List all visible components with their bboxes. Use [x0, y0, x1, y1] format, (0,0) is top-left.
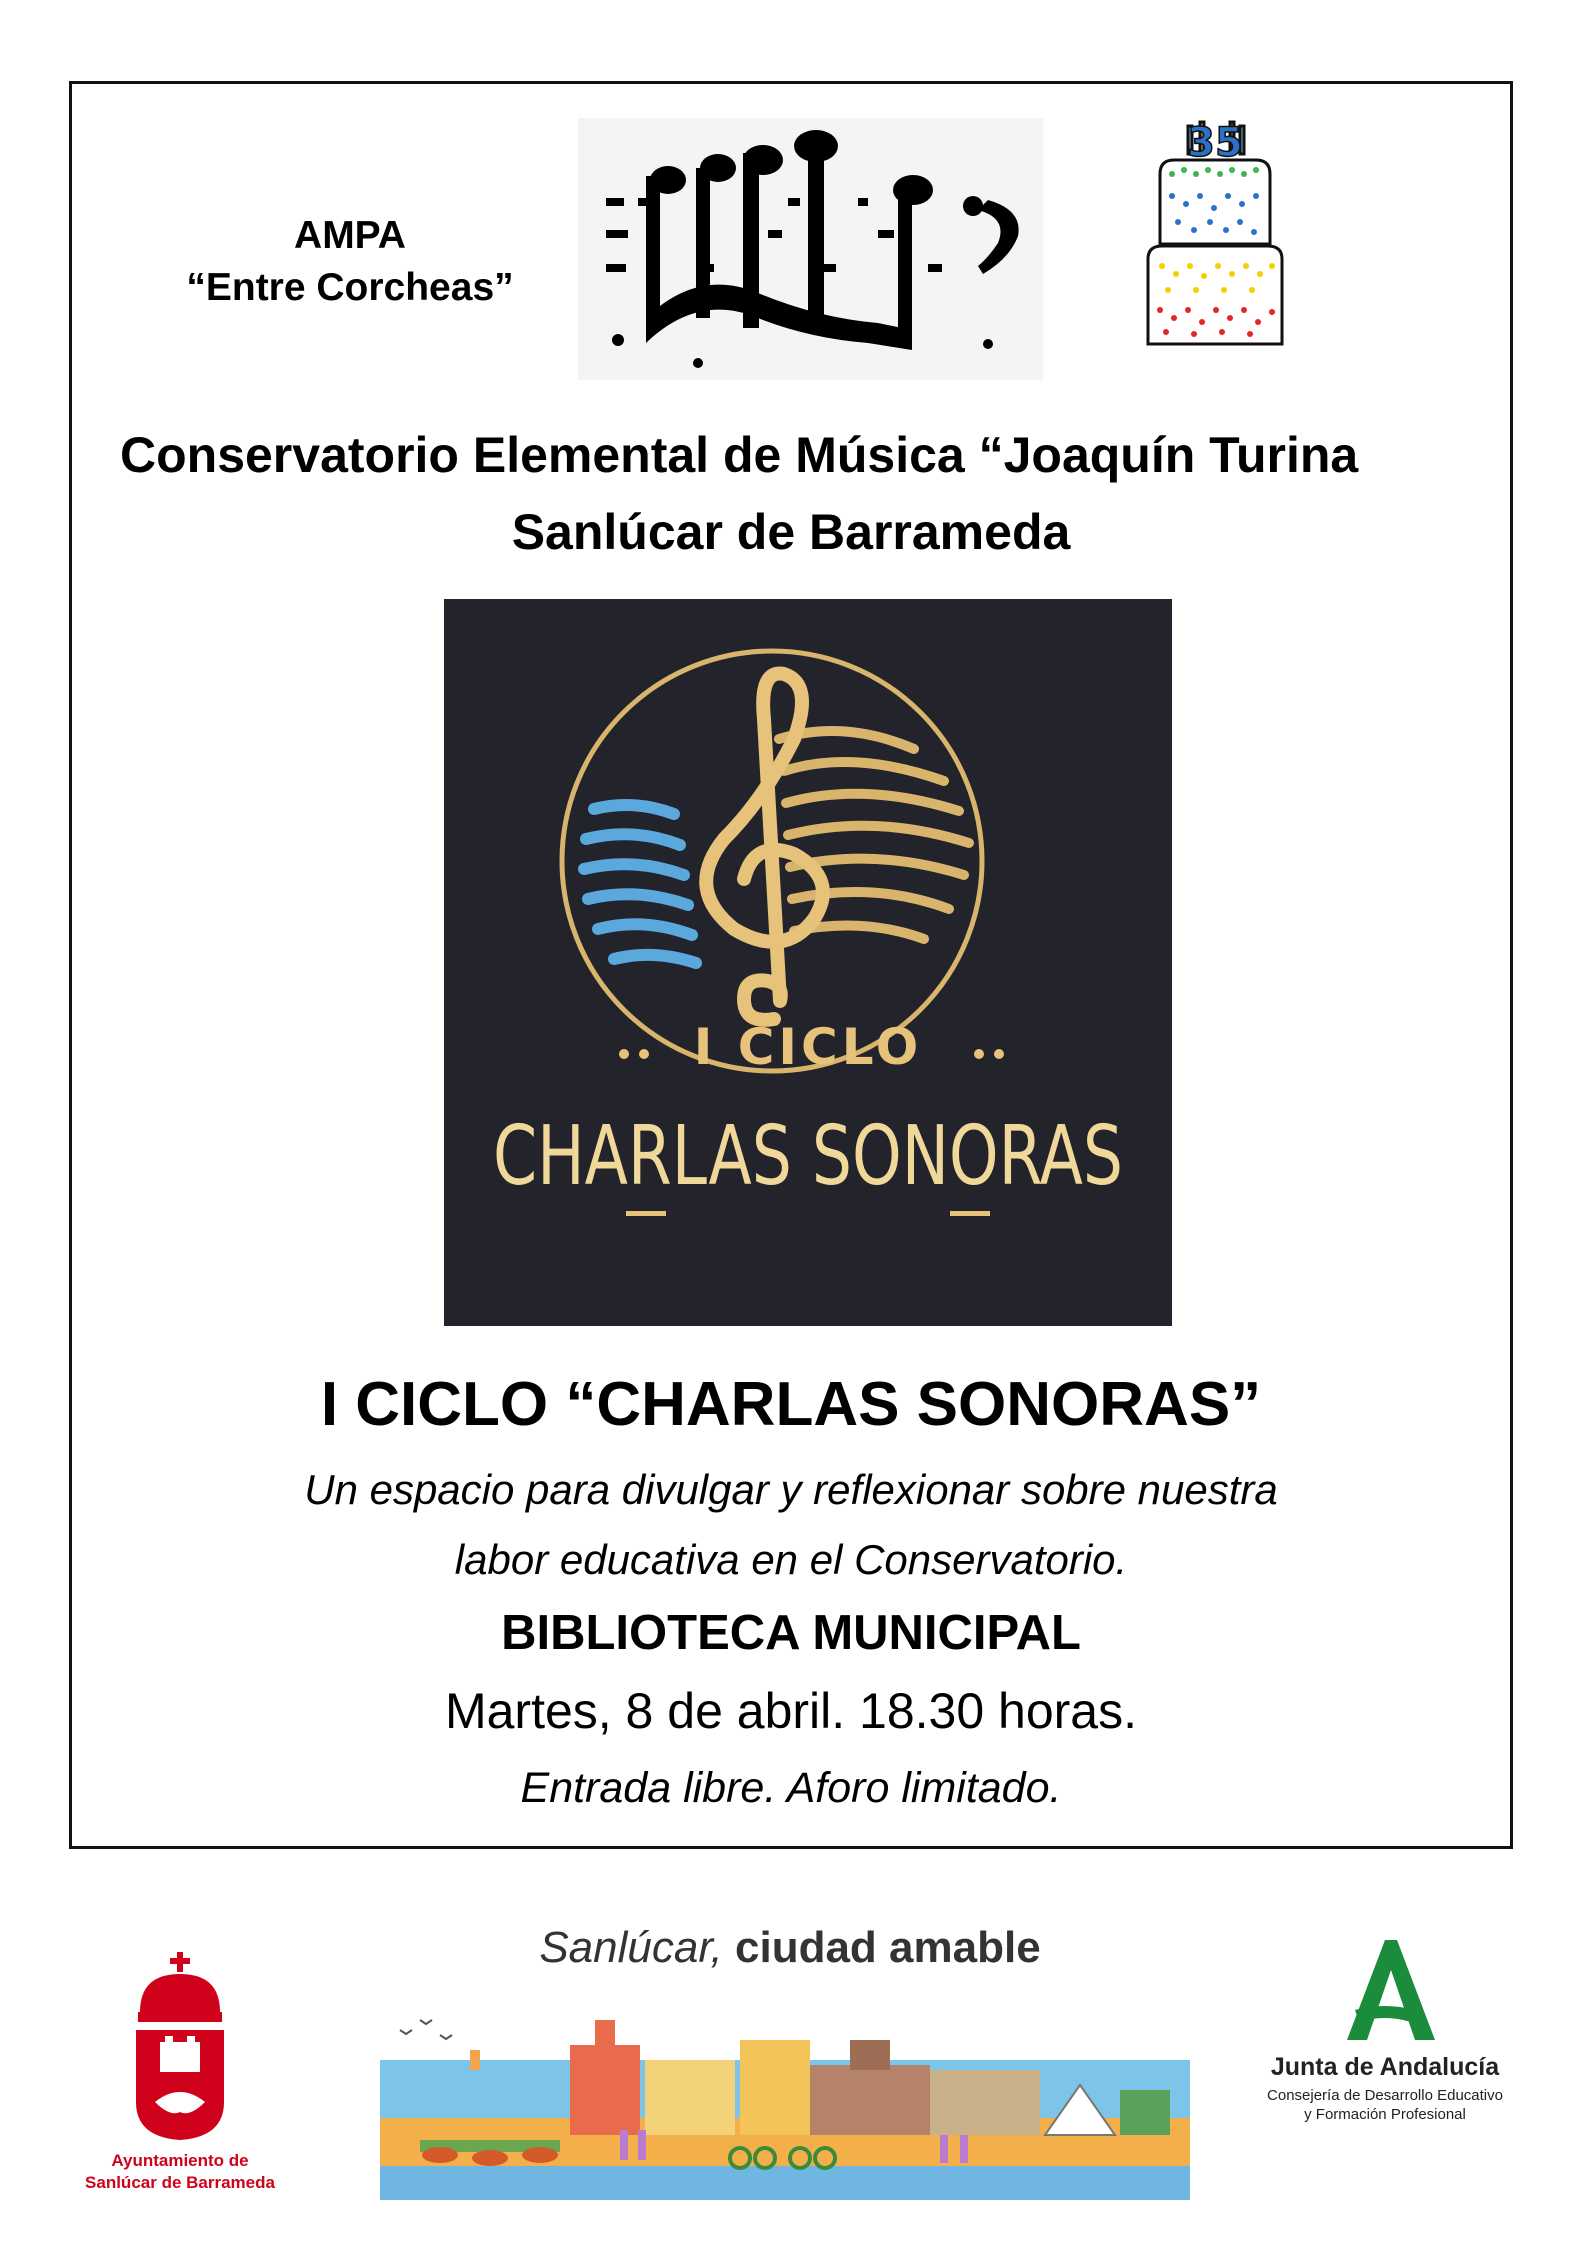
conservatory-name: Conservatorio Elemental de Música “Joaquín Turina [120, 427, 1359, 483]
ayuntamiento-line-1: Ayuntamiento de [111, 2151, 249, 2170]
event-entry: Entrada libre. Aforo limitado. [520, 1764, 1062, 1812]
slogan-bold: ciudad amable [735, 1923, 1041, 1972]
event-description-line-1: Un espacio para divulgar y reflexionar sobre nuestra [304, 1466, 1278, 1513]
event-description [69, 1455, 1513, 1595]
event-datetime: Martes, 8 de abril. 18.30 horas. [444, 1683, 1138, 1739]
charlas-sonoras-poster [444, 599, 1172, 1326]
junta-de-andalucia-logo-icon [1335, 1940, 1435, 2045]
ampa-line-2: “Entre Corcheas” [186, 266, 514, 309]
event-description-line-2: labor educativa en el Conservatorio. [454, 1536, 1128, 1583]
ampa-name [130, 210, 570, 314]
conservatory-city: Sanlúcar de Barrameda [511, 504, 1071, 560]
ayuntamiento-name [60, 2150, 300, 2194]
poster-line-2: CHARLAS SONORAS [493, 1109, 1123, 1204]
birthday-cake-icon [1140, 104, 1290, 352]
junta-title: Junta de Andalucía [1270, 2053, 1500, 2081]
cake-number: 35 [1187, 120, 1243, 166]
junta-sub-line-1: Consejería de Desarrollo Educativo [1267, 2087, 1503, 2104]
city-slogan [380, 1920, 1200, 1976]
junta-department [1230, 2086, 1540, 2124]
slogan-light: Sanlúcar, [539, 1923, 723, 1972]
ampa-line-1: AMPA [294, 214, 406, 257]
junta-sub-line-2: y Formación Profesional [1304, 2106, 1466, 2123]
ayuntamiento-line-2: Sanlúcar de Barrameda [85, 2173, 275, 2192]
poster-line-1: I CICLO [693, 1018, 923, 1076]
sanlucar-skyline-illustration [380, 1990, 1190, 2200]
ayuntamiento-crest-icon [130, 1952, 230, 2142]
event-venue: BIBLIOTECA MUNICIPAL [501, 1606, 1081, 1660]
event-title: I CICLO “CHARLAS SONORAS” [320, 1370, 1262, 1439]
ampa-music-notes-logo [578, 118, 1043, 380]
